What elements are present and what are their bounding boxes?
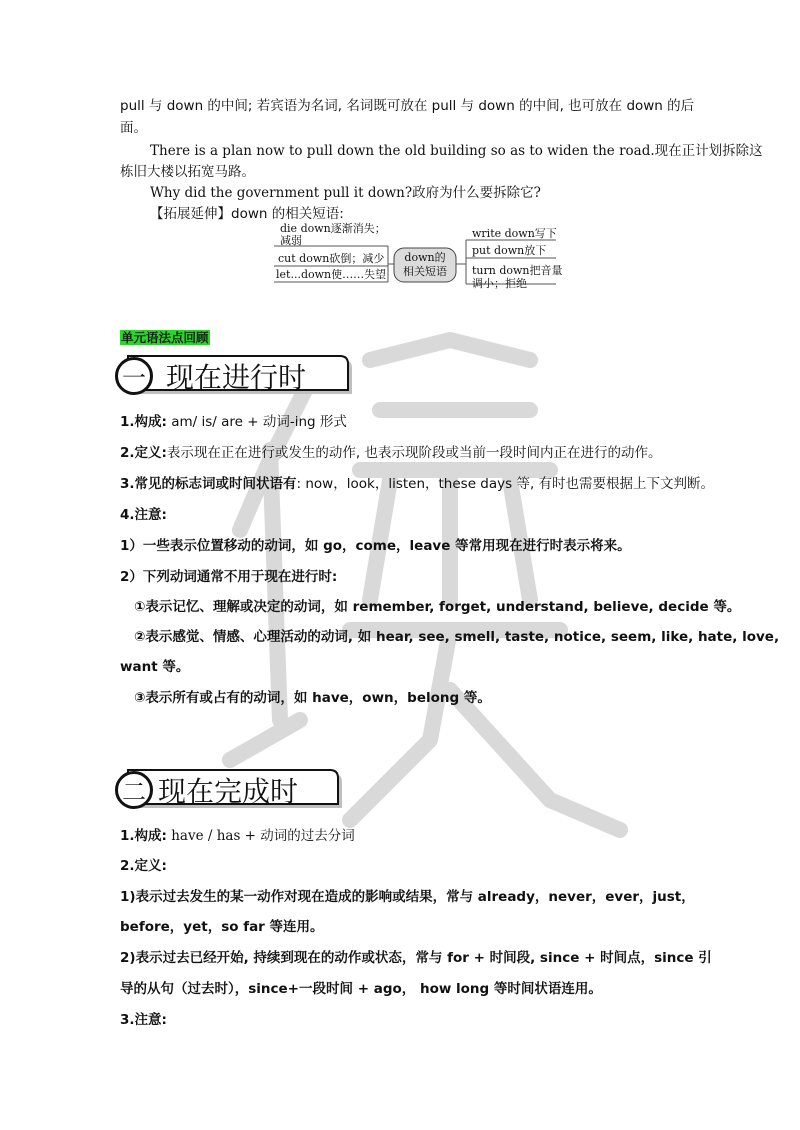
s2-item-7: 3.注意: [120,1012,167,1028]
mindmap-center-line2: 相关短语 [403,265,447,278]
s2-item-1-label: 1.构成: [120,828,167,844]
down-phrases-mindmap [270,222,563,294]
mindmap-left-item-2: cut down砍倒；减少 [278,252,385,265]
intro-line-1: pull 与 down 的中间; 若宾语为名词, 名词既可放在 pull 与 down 的中间, 也可放在 down 的后 [120,98,695,114]
mindmap-left-item-1: die down逐渐消失； [280,222,386,235]
unit-review-label [120,328,690,348]
s1-item-2-label: 2.定义: [120,445,167,461]
s1-item-5: 1）一些表示位置移动的动词，如 go，come，leave 等常用现在进行时表示将来。 [120,538,631,554]
section-2-title: 现在完成时 [158,775,299,808]
example-1 [150,141,763,161]
intro-line-2: 面。 [120,120,147,136]
mindmap-right-item-3-cont: 调小；拒绝 [472,277,527,290]
s1-item-3-text: : now，look，listen，these days 等, 有时也需要根据上下文判断。 [296,476,715,492]
s2-item-3: 1)表示过去发生的某一动作对现在造成的影响或结果，常与 already，never，ever，just， [120,889,695,905]
s1-item-1-text: am/ is/ are + 动词-ing 形式 [166,414,347,430]
example-1-english: There is a plan now to pull down the old building so as to widen the road. [150,143,655,159]
s1-item-8: ②表示感觉、情感、心理活动的动词, 如 hear, see, smell, taste, notice, seem, like, hate, love, [134,629,780,645]
s1-item-9: want 等。 [120,659,190,675]
s1-item-1-label: 1.构成: [120,414,167,430]
s2-item-1 [120,826,690,846]
example-1-chinese-a: 现在正计划拆除这 [654,143,763,159]
example-2: Why did the government pull it down?政府为什么要拆除它? [150,185,541,201]
s1-item-4: 4.注意: [120,507,167,523]
s2-item-6: 导的从句（过去时），since+一段时间 + ago， how long 等时间状语连用。 [120,981,602,997]
unit-review-highlight: 单元语法点回顾 [121,330,209,345]
mindmap-right-item-3: turn down把音量 [472,264,563,277]
mindmap-right-item-2: put down放下 [472,244,547,257]
section-1-title: 现在进行时 [166,361,307,394]
mindmap-center-line1: down的 [404,251,446,264]
s1-item-10: ③表示所有或占有的动词，如 have，own，belong 等。 [134,690,491,706]
section-1-number-icon: 一 [115,357,153,395]
s1-item-3-label: 3.常见的标志词或时间状语有 [120,476,297,492]
s1-item-1 [120,412,690,432]
s2-item-1-text: have / has + 动词的过去分词 [166,828,355,844]
s2-item-5: 2)表示过去已经开始, 持续到现在的动作或状态，常与 for + 时间段, since + 时间点，since 引 [120,950,712,966]
s1-item-3 [120,474,715,494]
example-1-chinese-b: 栋旧大楼以拓宽马路。 [120,164,255,180]
mindmap-right-item-1: write down写下 [472,227,557,240]
s2-item-2: 2.定义: [120,858,167,874]
mindmap-left-item-1-cont: 减弱 [280,234,302,247]
section-2-number-icon: 二 [115,771,153,809]
extension-heading: 【拓展延伸】down 的相关短语: [150,206,344,222]
section-2-header [108,768,358,812]
s2-item-4: before，yet，so far 等连用。 [120,919,324,935]
s1-item-7: ①表示记忆、理解或决定的动词，如 remember, forget, understand, believe, decide 等。 [134,599,741,615]
s1-item-2-text: 表示现在正在进行或发生的动作, 也表示现阶段或当前一段时间内正在进行的动作。 [166,445,662,461]
s1-item-6: 2）下列动词通常不用于现在进行时: [120,569,338,585]
s1-item-2 [120,443,690,463]
mindmap-left-item-3: let...down使……失望 [276,268,387,281]
section-1-header [108,354,358,398]
